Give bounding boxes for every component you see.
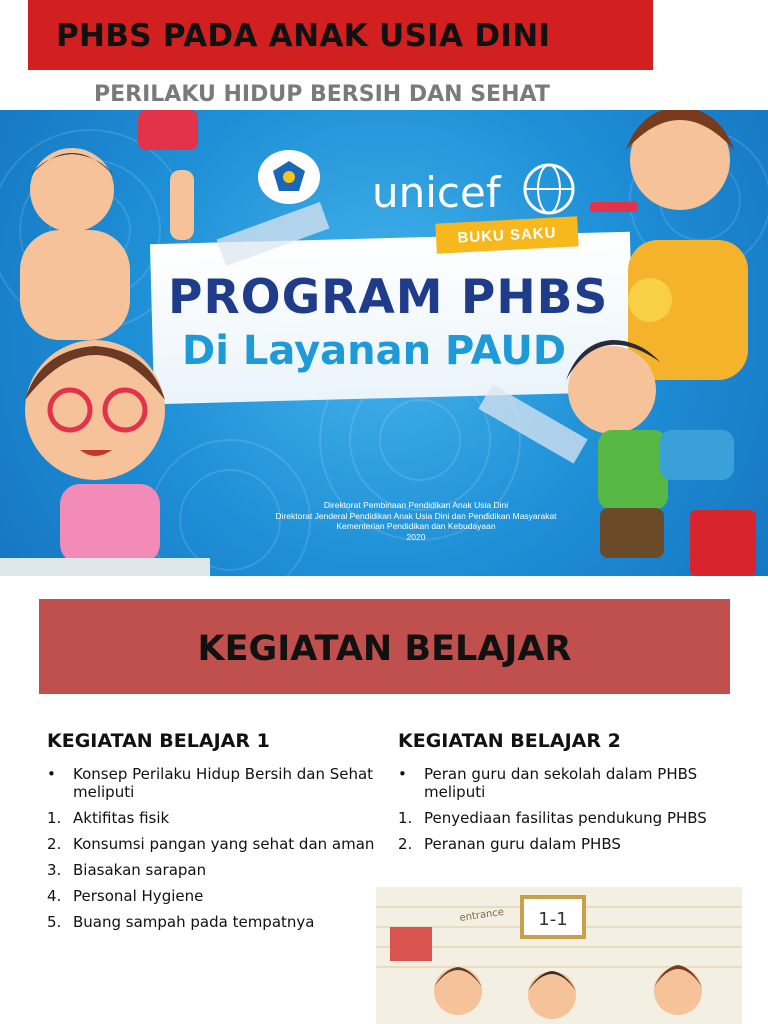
child-face <box>654 967 702 1015</box>
list-marker: • <box>398 765 407 783</box>
list-item-text: Personal Hygiene <box>73 887 204 905</box>
cover-banner <box>0 110 768 576</box>
list-item-text: Konsep Perilaku Hidup Bersih dan Sehat meliputi <box>73 765 374 801</box>
section-header-bar <box>39 599 730 694</box>
girl-with-glasses-illustration <box>0 340 210 576</box>
column1-heading: KEGIATAN BELAJAR 1 <box>47 730 270 752</box>
child-face <box>528 971 576 1019</box>
page-title: PHBS PADA ANAK USIA DINI <box>56 18 551 54</box>
list-marker: 1. <box>398 809 413 827</box>
entrance-sign-text: entrance <box>458 906 505 924</box>
list-item-text: Aktifitas fisik <box>73 809 170 827</box>
board-text: 1-1 <box>538 909 568 930</box>
classroom-illustration <box>376 887 742 1024</box>
list-item-text: Peranan guru dalam PHBS <box>424 835 621 853</box>
list-item-text: Penyediaan fasilitas pendukung PHBS <box>424 809 707 827</box>
list-item-text: Buang sampah pada tempatnya <box>73 913 315 931</box>
column2-heading: KEGIATAN BELAJAR 2 <box>398 730 621 752</box>
list-item <box>398 765 728 801</box>
list-marker: 4. <box>47 887 62 905</box>
credit-line: 2020 <box>406 531 426 542</box>
list-item-text: Biasakan sarapan <box>73 861 207 879</box>
list-item <box>47 765 377 801</box>
credit-line: Kementerian Pendidikan dan Kebudayaan <box>336 521 496 531</box>
list-item-text: Konsumsi pangan yang sehat dan aman <box>73 835 375 853</box>
book-icon <box>390 927 432 961</box>
credit-line: Direktorat Jenderal Pendidikan Anak Usia Dini dan Pendidikan Masyarakat <box>275 510 557 521</box>
bathing-boy-illustration <box>20 110 198 340</box>
list-item <box>47 887 377 905</box>
child-face <box>434 967 482 1015</box>
list-item <box>47 835 377 853</box>
credit-line: Direktorat Pembinaan Pendidikan Anak Usia Dini <box>323 500 509 510</box>
girl-brushing-teeth-illustration <box>590 110 748 380</box>
section-title: KEGIATAN BELAJAR <box>197 629 572 669</box>
list-item <box>398 809 728 827</box>
list-item <box>47 913 377 931</box>
buku-saku-badge: BUKU SAKU <box>435 216 578 253</box>
classroom-scene <box>376 887 742 1024</box>
unicef-logo-text: unicef <box>372 168 501 217</box>
program-subtitle: Di Layanan PAUD <box>182 328 567 374</box>
program-title: PROGRAM PHBS <box>168 270 609 325</box>
list-item-text: Peran guru dan sekolah dalam PHBS meliputi <box>424 765 698 801</box>
column1-list <box>47 765 377 939</box>
list-marker: 1. <box>47 809 62 827</box>
list-item <box>47 809 377 827</box>
list-marker: 3. <box>47 861 62 879</box>
list-marker: • <box>47 765 56 783</box>
credits <box>236 500 596 542</box>
list-marker: 2. <box>398 835 413 853</box>
page-subtitle: PERILAKU HIDUP BERSIH DAN SEHAT <box>94 82 550 107</box>
list-item <box>398 835 728 853</box>
list-item <box>47 861 377 879</box>
list-marker: 2. <box>47 835 62 853</box>
list-marker: 5. <box>47 913 62 931</box>
column2-list <box>398 765 728 861</box>
